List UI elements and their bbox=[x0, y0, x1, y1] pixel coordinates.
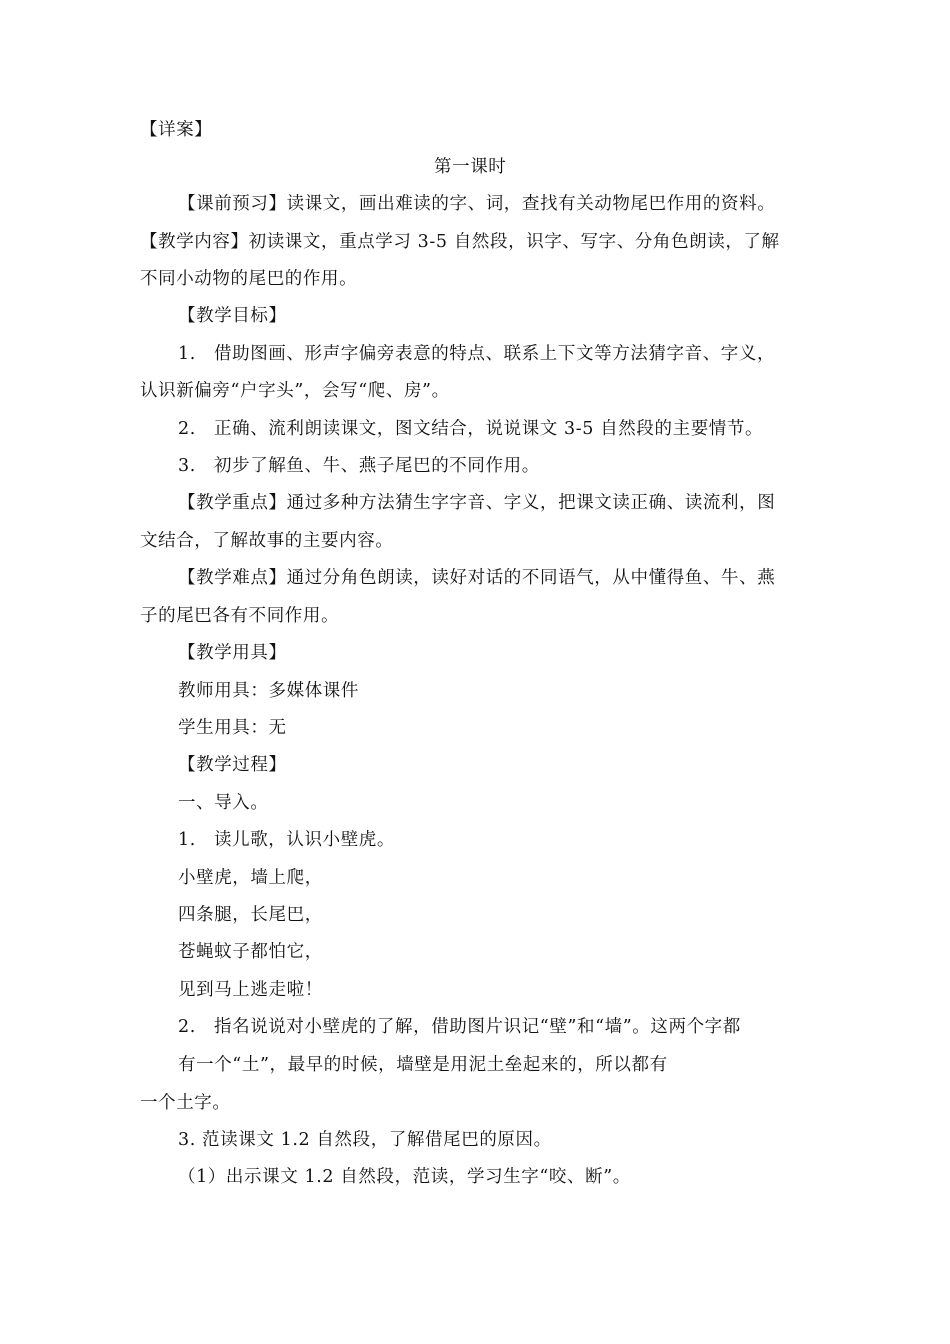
poem-line-2: 四条腿，长尾巴， bbox=[178, 905, 323, 925]
poem-line-3: 苍蝇蚊子都怕它， bbox=[178, 942, 323, 962]
teacher-tools: 教师用具：多媒体课件 bbox=[178, 681, 359, 701]
detailed-plan-heading: 【详案】 bbox=[140, 120, 213, 140]
step-2-line2: 有一个“土”，最早的时候，墙壁是用泥土垒起来的，所以都有 bbox=[178, 1055, 668, 1075]
difficulty-line2: 子的尾巴各有不同作用。 bbox=[140, 606, 340, 626]
goal-3: 3. 初步了解鱼、牛、燕子尾巴的不同作用。 bbox=[178, 456, 540, 476]
lesson-title: 第一课时 bbox=[434, 157, 507, 177]
section-intro: 一、导入。 bbox=[178, 793, 269, 813]
content-text-line1: 初读课文，重点学习 3-5 自然段，识字、写字、分角色朗读，了解 bbox=[248, 232, 780, 252]
key-point-line2: 文结合，了解故事的主要内容。 bbox=[140, 531, 394, 551]
goal-2: 2. 正确、流利朗读课文，图文结合，说说课文 3-5 自然段的主要情节。 bbox=[178, 419, 764, 439]
step-1: 1. 读儿歌，认识小壁虎。 bbox=[178, 830, 395, 850]
difficulty-text-line1: 通过分角色朗读，读好对话的不同语气，从中懂得鱼、牛、燕 bbox=[286, 568, 776, 588]
goals-label: 【教学目标】 bbox=[178, 306, 287, 326]
key-point-line1 bbox=[178, 491, 775, 515]
poem-line-4: 见到马上逃走啦！ bbox=[178, 980, 323, 1000]
step-2-line1: 2. 指名说说对小壁虎的了解，借助图片识记“壁”和“墙”。这两个字都 bbox=[178, 1017, 741, 1037]
goal-1-line2: 认识新偏旁“户字头”，会写“爬、房”。 bbox=[140, 381, 450, 401]
process-label: 【教学过程】 bbox=[178, 755, 287, 775]
student-tools: 学生用具：无 bbox=[178, 718, 287, 738]
key-point-label: 【教学重点】 bbox=[178, 493, 287, 513]
tools-label: 【教学用具】 bbox=[178, 643, 287, 663]
difficulty-label: 【教学难点】 bbox=[178, 568, 287, 588]
preview-text: 读课文，画出难读的字、词，查找有关动物尾巴作用的资料。 bbox=[286, 194, 776, 214]
goal-1-line1: 1. 借助图画、形声字偏旁表意的特点、联系上下文等方法猜字音、字义， bbox=[178, 344, 776, 364]
key-point-text-line1: 通过多种方法猜生字字音、字义，把课文读正确、读流利，图 bbox=[286, 493, 776, 513]
content-text-line2: 不同小动物的尾巴的作用。 bbox=[140, 269, 358, 289]
preview-paragraph bbox=[178, 192, 775, 216]
step-3: 3. 范读课文 1.2 自然段，了解借尾巴的原因。 bbox=[178, 1130, 552, 1150]
content-label: 【教学内容】 bbox=[140, 232, 249, 252]
difficulty-line1 bbox=[178, 566, 775, 590]
content-paragraph-line1 bbox=[140, 230, 780, 254]
poem-line-1: 小壁虎，墙上爬， bbox=[178, 868, 323, 888]
preview-label: 【课前预习】 bbox=[178, 194, 287, 214]
step-3-sub-1: （1）出示课文 1.2 自然段，范读，学习生字“咬、断”。 bbox=[178, 1167, 631, 1187]
step-2-line3: 一个土字。 bbox=[140, 1093, 231, 1113]
